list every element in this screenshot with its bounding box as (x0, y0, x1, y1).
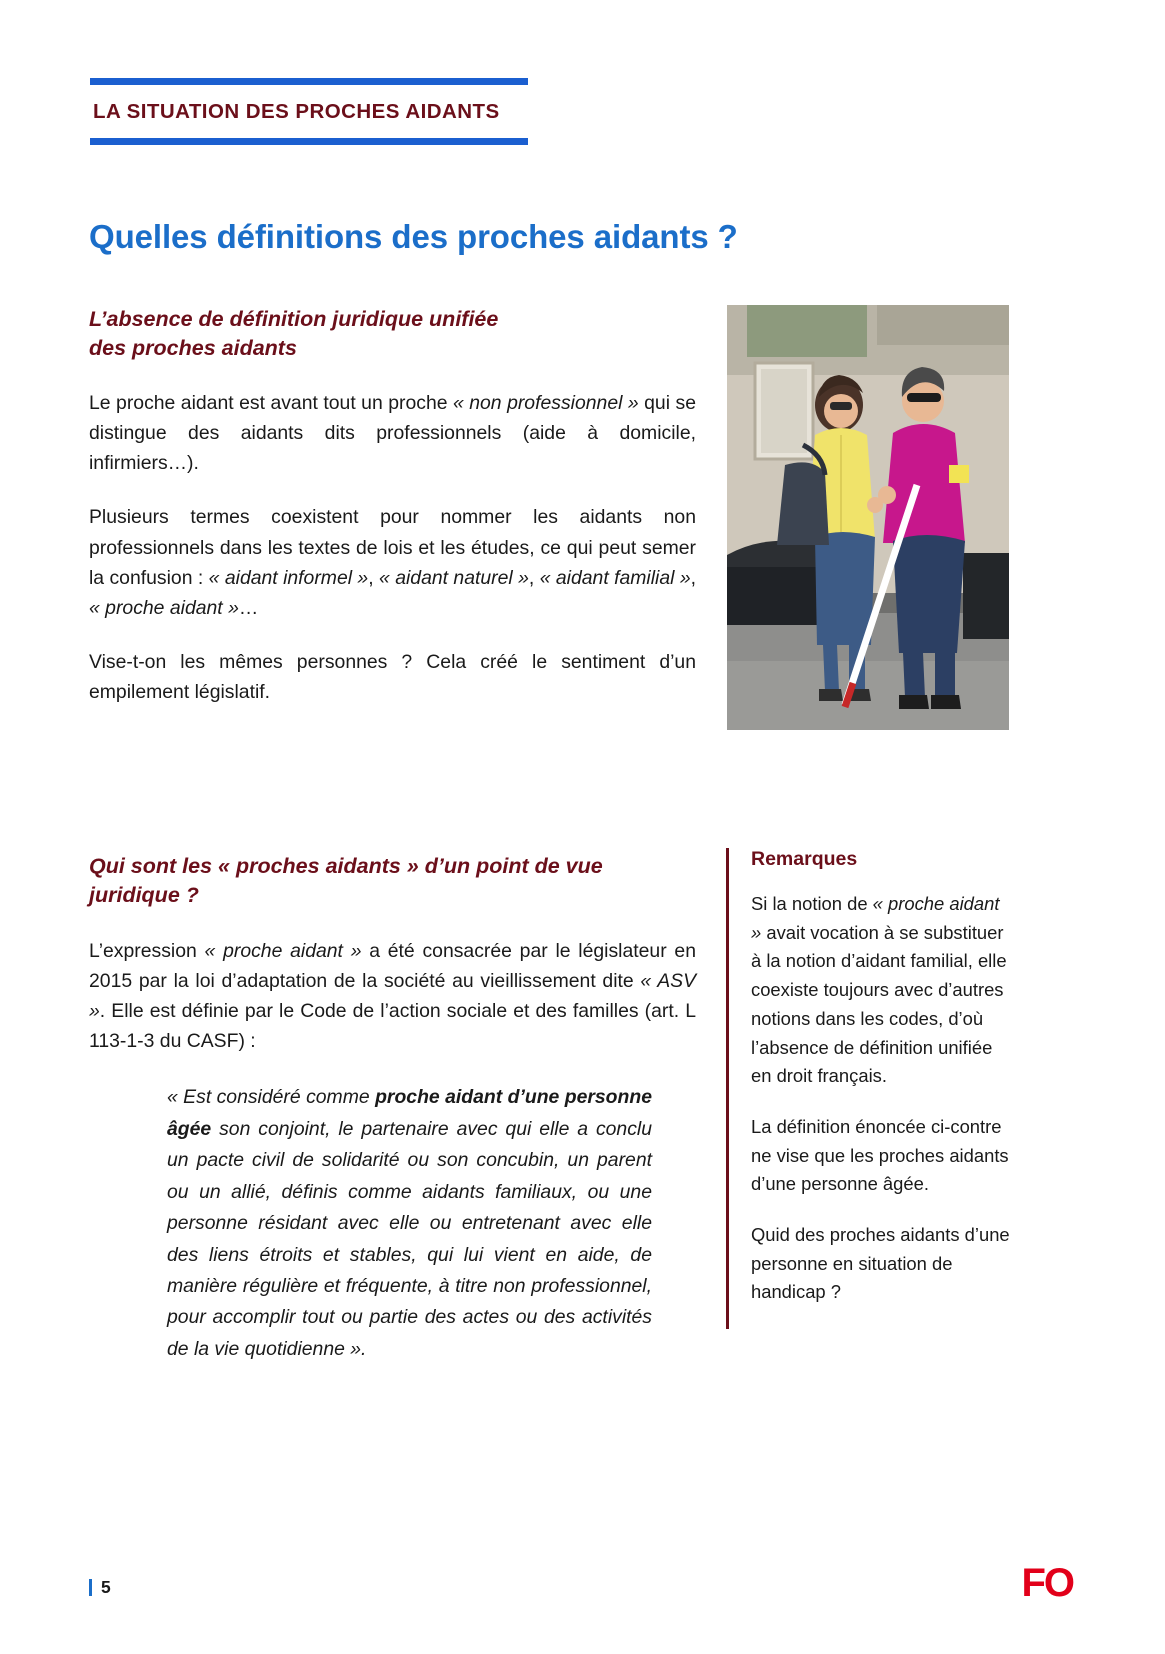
page-title: Quelles définitions des proches aidants ? (89, 218, 738, 255)
section1-paragraph-2: Plusieurs termes coexistent pour nommer les aidants non professionnels dans les textes de lois et les études, ce qui peut semer la confusion : « aidant informel », « aidant naturel », « aidant familial », « proche aidant »… (89, 506, 697, 619)
section1-paragraph-3: Vise-t-on les mêmes personnes ? Cela créé le sentiment d’un empilement législatif. (89, 650, 696, 703)
section2-subheading-line1: Qui sont les « proches aidants » d’un point de vue (89, 854, 603, 878)
remarks-sidebar (726, 848, 1011, 1329)
section-definition-absence (89, 305, 696, 731)
section-definition-juridique (89, 852, 696, 1365)
photo-illustration (727, 305, 1009, 730)
section1-subheading-line2: des proches aidants (89, 335, 297, 360)
section2-paragraph: L’expression « proche aidant » a été consacrée par le législateur en 2015 par la loi d’adaptation de la société au vieillissement dite « ASV ». Elle est définie par le Code de l’action sociale et des familles (art. L 113-1-3 du CASF) : (89, 940, 697, 1053)
section1-paragraph-1: Le proche aidant est avant tout un proche « non professionnel » qui se distingue des aidants dits professionnels (aide à domicile, infirmiers…). (89, 392, 696, 475)
remarks-p1-part2: avait vocation à se substituer à la notion d’aidant familial, elle coexiste toujours avec d’autres notions dans les codes, d’où l’absence de définition unifiée en droit français. (751, 921, 1007, 1087)
header-rule-top (90, 78, 528, 85)
remarks-title: Remarques (751, 848, 858, 870)
remarks-p1-italic: « proche aidant » (751, 893, 1000, 943)
running-head-title: LA SITUATION DES PROCHES AIDANTS (93, 100, 500, 123)
section1-subheading-line1: L’absence de définition juridique unifiée (89, 307, 499, 331)
section2-subheading (89, 852, 696, 910)
fo-logo: FO (1021, 1561, 1073, 1605)
page-number: 5 (89, 1579, 111, 1597)
remarks-p1-part1: Si la notion de (751, 893, 873, 914)
running-head-block (90, 78, 530, 145)
section2-subheading-line2: juridique ? (89, 883, 199, 908)
legal-quote-part1: « Est considéré comme (167, 1086, 376, 1109)
legal-quote (167, 1082, 652, 1365)
legal-quote-part2: son conjoint, le partenaire avec qui elle a conclu un pacte civil de solidarité ou son concubin, un parent ou un allié, définis comme aidants familiaux, ou une personne résidant avec elle ou entretenant avec elle des liens étroits et stables, qui lui vient en aide, de manière régulière et fréquente, à titre non professionnel, pour accomplir tout ou partie des actes ou des activités de la vie quotidienne ». (167, 1117, 652, 1360)
section1-subheading (89, 305, 696, 362)
remarks-paragraph-1 (751, 890, 1011, 1091)
header-rule-bottom (90, 138, 528, 145)
remarks-paragraph-3: Quid des proches aidants d’une personne en situation de handicap ? (751, 1224, 1010, 1303)
legal-quote-bold: proche aidant d’une personne âgée (167, 1086, 652, 1140)
photo-aidante-et-homme-non-voyant (727, 305, 1009, 730)
remarks-paragraph-2: La définition énoncée ci-contre ne vise que les proches aidants d’une personne âgée. (751, 1115, 1009, 1195)
